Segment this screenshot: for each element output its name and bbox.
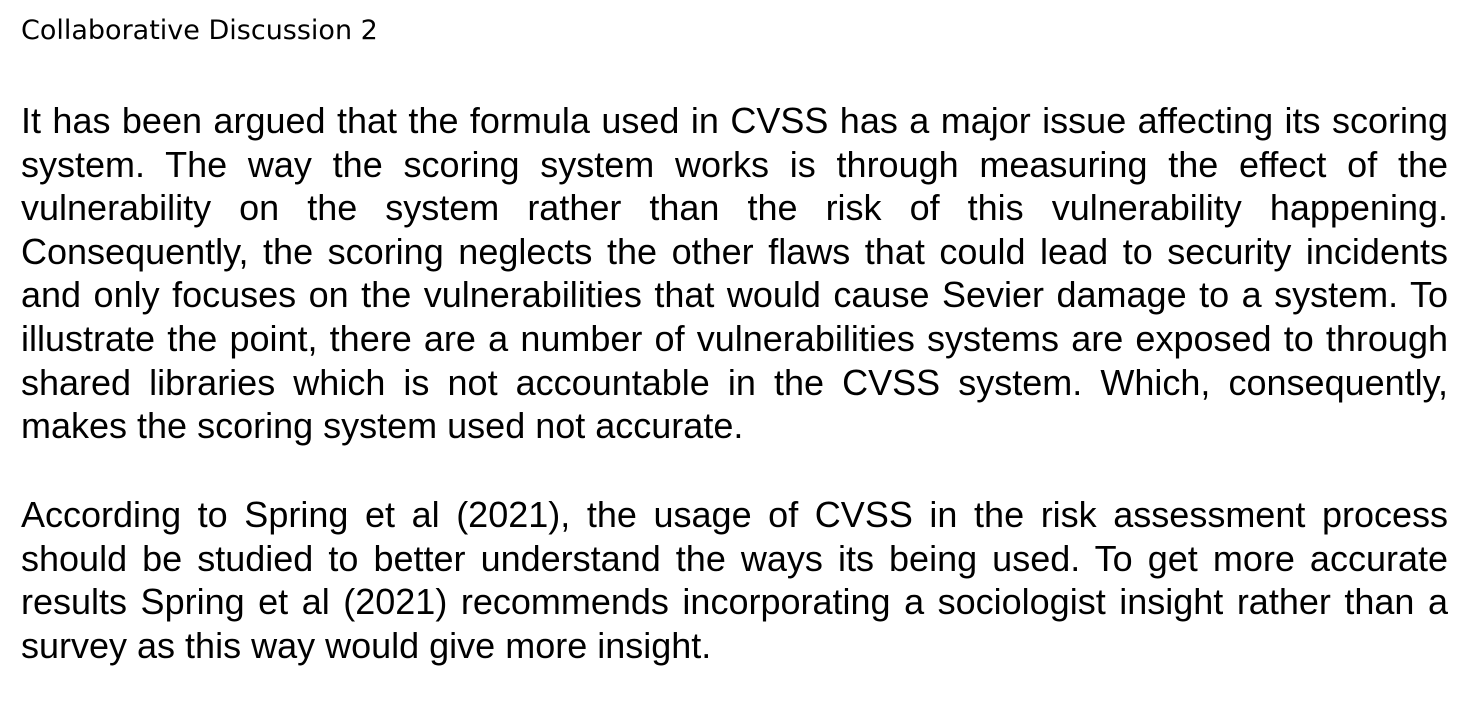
paragraph-cvss-formula-issue: It has been argued that the formula used in CVSS has a major issue affecting its scoring system. The way the scoring system works is through measuring the effect of the vulnerability on the system rather than the risk of this vulnerability happening. Consequently, the scoring neglects the other flaws that could lead to security incidents and only focuses on the vulnerabilities that would cause Sevier damage to a system. To illustrate the point, there are a number of vulnerabilities systems are exposed to through shared libraries which is not accountable in the CVSS system. Which, consequently, makes the scoring system used not accurate. [21,100,1448,447]
paragraph-spring-et-al: According to Spring et al (2021), the usage of CVSS in the risk assessment process should be studied to better understand the ways its being used. To get more accurate results Spring et al (2021) recommends incorporating a sociologist insight rather than a survey as this way would give more insight. [21,494,1448,666]
document-title: Collaborative Discussion 2 [21,15,378,46]
